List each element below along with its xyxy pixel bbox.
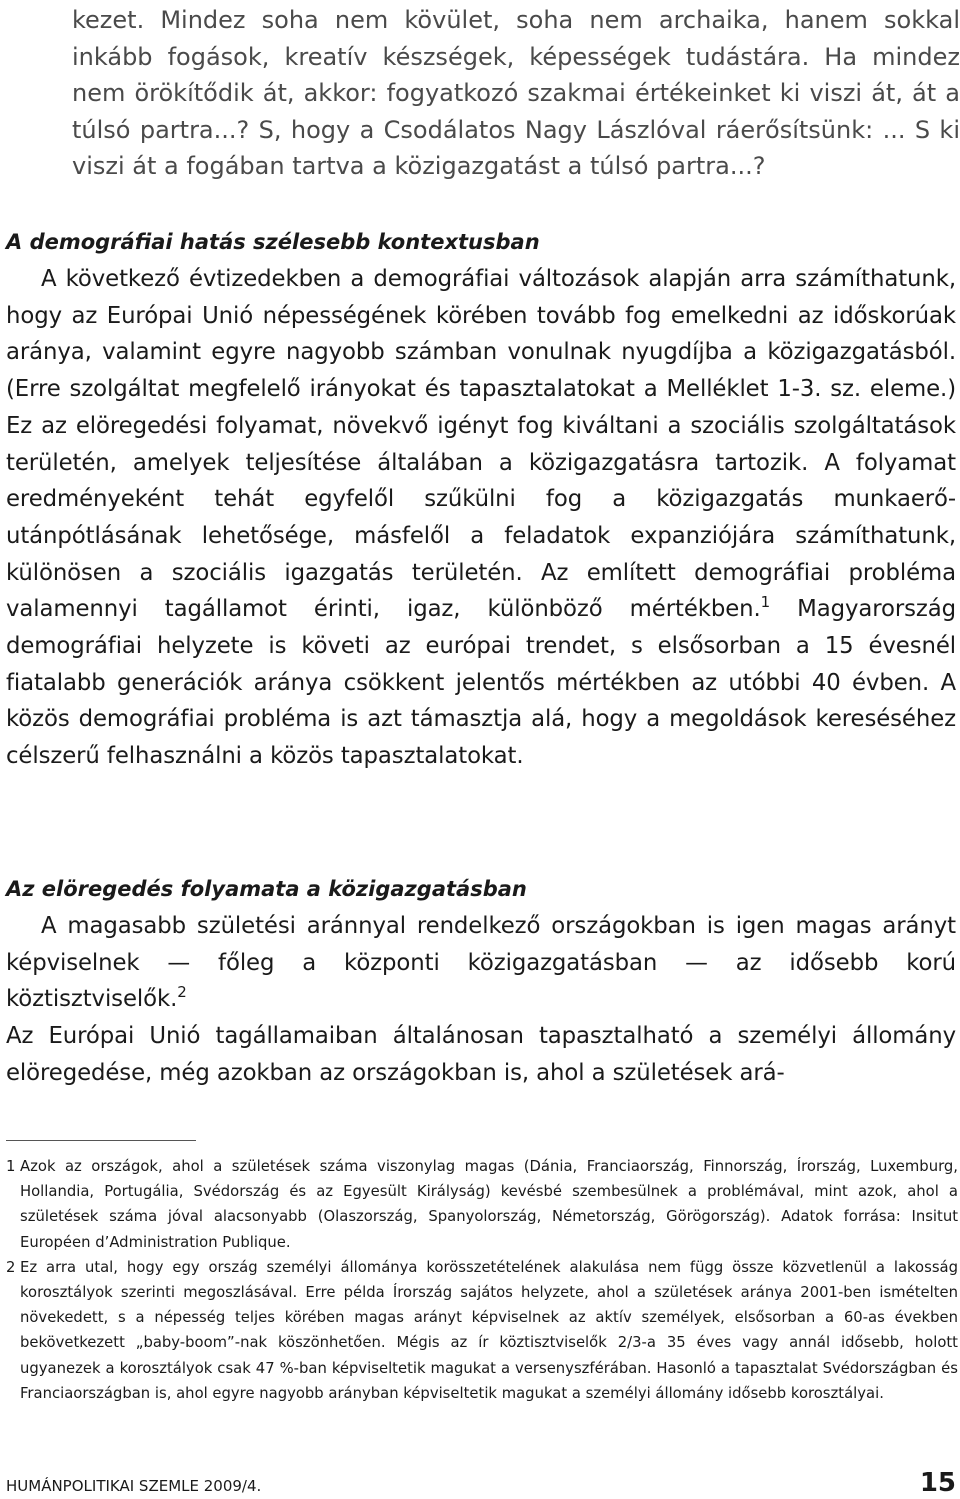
footnote-2 (6, 1255, 958, 1406)
section-paragraph (6, 261, 956, 775)
section-paragraph: Az Európai Unió tagállamaiban általánosan tapasztalható a személyi állomány elöregedése, még azokban az országokban is, ahol a születések ará- (6, 1023, 956, 1086)
footnotes (6, 1154, 958, 1406)
section-demographic-context (6, 227, 956, 775)
footnote-number: 1 (6, 1158, 16, 1175)
footnote-1 (6, 1154, 958, 1255)
footnote-divider (6, 1140, 196, 1141)
footnote-ref: 2 (177, 983, 187, 1002)
section-heading: Az elöregedés folyamata a közigazgatásban (6, 877, 527, 901)
footnote-ref: 1 (760, 593, 771, 612)
section-heading: A demográfiai hatás szélesebb kontextusban (6, 230, 540, 254)
intro-paragraph: kezet. Mindez soha nem kövület, soha nem archaika, hanem sokkal inkább fogások, kreatív készségek, képességek tudástára. Ha mindez nem örökítődik át, akkor: fogyatkozó szakmai értékeinket ki viszi át, át a túlsó partra...? S, hogy a Csodálatos Nagy Lászlóval ráerősítsünk: ... S ki viszi át a fogában tartva a közigazgatást a túlsó partra...? (72, 6, 960, 180)
paragraph-text: A magasabb születési aránnyal rendelkező országokban is igen magas arányt képviselnek — főleg a központi közigazgatásban — az idősebb korú köztisztviselők. (6, 913, 956, 1013)
page-number: 15 (919, 1468, 956, 1498)
section-aging-process (6, 874, 956, 1092)
journal-name: HUMÁNPOLITIKAI SZEMLE 2009/4. (6, 1477, 262, 1495)
section-paragraph (6, 908, 956, 1018)
paragraph-text: A következő évtizedekben a demográfiai változások alapján arra számíthatunk, hogy az Európai Unió népességének körében tovább fog emelkedni az időskorúak aránya, valamint egyre nagyobb számban vonulnak nyugdíjba a közigazgatásból. (Erre szolgáltat megfelelő irányokat és tapasztalatokat a Melléklet 1-3. sz. eleme.) Ez az elöregedési folyamat, növekvő igényt fog kiváltani a szociális szolgáltatások területén, amelyek teljesítése általában a közigazgatásra tartozik. A folyamat eredményeként tehát egyfelől szűkülni fog a közigazgatás munkaerő-utánpótlásának lehetősége, másfelől a feladatok expanziójára számíthatunk, különösen a szociális igazgatás területén. Az említett demográfiai probléma valamennyi tagállamot érinti, igaz, különböző mértékben. (6, 266, 956, 623)
paragraph-text: Magyarország demográfiai helyzete is követi az európai trendet, s elsősorban a 15 évesnél fiatalabb generációk aránya csökkent jelentős mértékben az utóbbi 40 évben. A közös demográfiai probléma is azt támasztja alá, hogy a megoldások kereséséhez célszerű felhasználni a közös tapasztalatokat. (6, 596, 956, 770)
footnote-text: Ez arra utal, hogy egy ország személyi állománya korösszetételének alakulása nem függ össze közvetlenül a lakosság korosztályok szerinti megoszlásával. Erre példa Írország sajátos helyzete, ahol a születések aránya 2001-ben ismételten növekedett, s a népesség teljes körében magas arányt képviselnek az aktív személyek, elsősorban a 60-as években bekövetkezett „baby-boom”-nak köszönhetően. Mégis az ír köztisztviselők 2/3-a 35 éves vagy annál idősebb, holott ugyanezek a korosztályok csak 47 %-ban képviseltetik magukat a versenyszférában. Hasonló a tapasztalat Svédországban és Franciaországban is, ahol egyre nagyobb arányban képviseltetik magukat a személyi állomány idősebb korosztályai. (20, 1258, 958, 1402)
footnote-text: Azok az országok, ahol a születések száma viszonylag magas (Dánia, Franciaország, Finnország, Írország, Luxemburg, Hollandia, Portugália, Svédország és az Egyesült Királyság) kevésbé szembesülnek a problémával, mint azok, ahol a születések száma jóval alacsonyabb (Olaszország, Spanyolország, Németország, Görögország). Adatok forrása: Insitut Européen d’Administration Publique. (20, 1158, 958, 1251)
footnote-number: 2 (6, 1258, 16, 1276)
page-footer (6, 1470, 956, 1498)
